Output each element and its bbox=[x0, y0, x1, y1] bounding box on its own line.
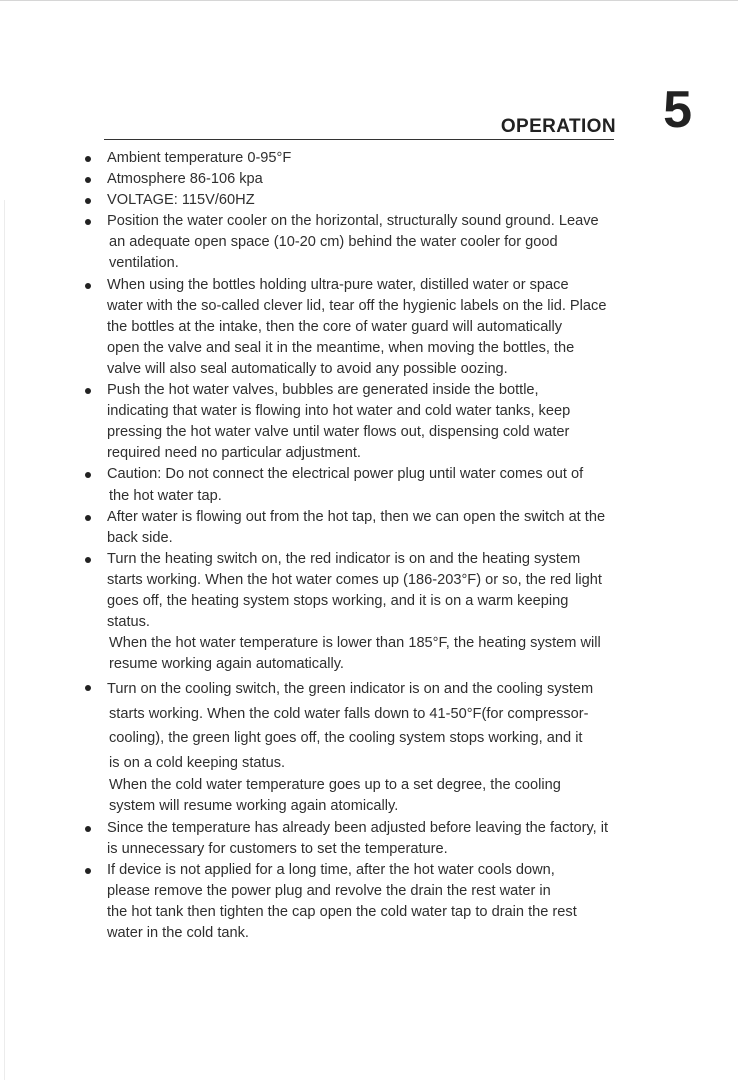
item-line: Turn the heating switch on, the red indicator is on and the heating system bbox=[107, 550, 581, 567]
item-line: Caution: Do not connect the electrical power plug until water comes out of bbox=[107, 466, 584, 483]
list-item bbox=[82, 549, 694, 633]
instruction-list bbox=[82, 148, 694, 944]
item-line: Ambient temperature 0-95°F bbox=[107, 150, 292, 166]
item-line: After water is flowing out from the hot tap, then we can open the switch at the bbox=[107, 508, 606, 525]
item-note bbox=[82, 775, 694, 817]
note-line: When the hot water temperature is lower than 185°F, the heating system will bbox=[109, 635, 601, 652]
item-line: cooling), the green light goes off, the cooling system stops working, and it bbox=[109, 730, 583, 747]
item-line: status. bbox=[107, 614, 150, 631]
item-line: Push the hot water valves, bubbles are generated inside the bottle, bbox=[107, 382, 539, 399]
left-edge-shadow bbox=[4, 200, 5, 1080]
item-line: Turn on the cooling switch, the green indicator is on and the cooling system bbox=[107, 681, 594, 698]
header-underline bbox=[104, 139, 614, 141]
item-line: If device is not applied for a long time, after the hot water cools down, bbox=[107, 861, 555, 878]
item-line: back side. bbox=[107, 529, 173, 546]
item-line: is unnecessary for customers to set the temperature. bbox=[107, 840, 448, 857]
note-line: system will resume working again atomically. bbox=[109, 798, 399, 815]
item-line: water in the cold tank. bbox=[107, 925, 249, 941]
section-title: OPERATION bbox=[500, 116, 616, 137]
list-item bbox=[82, 677, 694, 775]
item-line: please remove the power plug and revolve the drain the rest water in bbox=[107, 882, 551, 899]
item-line: the bottles at the intake, then the core of water guard will automatically bbox=[107, 318, 563, 335]
item-line: open the valve and seal it in the meantime, when moving the bottles, the bbox=[107, 339, 575, 356]
item-line: VOLTAGE: 115V/60HZ bbox=[107, 192, 255, 209]
item-line: the hot water tap. bbox=[109, 487, 222, 504]
item-line: is on a cold keeping status. bbox=[109, 754, 286, 771]
item-line: When using the bottles holding ultra-pure water, distilled water or space bbox=[107, 276, 569, 293]
list-item bbox=[82, 169, 694, 190]
item-line: ventilation. bbox=[109, 255, 179, 272]
list-item bbox=[82, 507, 694, 549]
item-line: an adequate open space (10-20 cm) behind the water cooler for good bbox=[109, 234, 558, 251]
item-line: goes off, the heating system stops working, and it is on a warm keeping bbox=[107, 592, 569, 609]
list-item bbox=[82, 380, 694, 464]
item-line: required need no particular adjustment. bbox=[107, 445, 361, 462]
item-line: Since the temperature has already been adjusted before leaving the factory, it bbox=[107, 819, 609, 836]
item-line: Position the water cooler on the horizontal, structurally sound ground. Leave bbox=[107, 213, 599, 230]
note-line: When the cold water temperature goes up to a set degree, the cooling bbox=[109, 777, 561, 794]
item-line: valve will also seal automatically to avoid any possible oozing. bbox=[107, 360, 508, 377]
list-item bbox=[82, 275, 694, 380]
item-line: the hot tank then tighten the cap open the cold water tap to drain the rest bbox=[107, 903, 577, 920]
item-line: water with the so-called clever lid, tear off the hygienic labels on the lid. Place bbox=[107, 297, 607, 314]
list-item bbox=[82, 860, 694, 944]
list-item bbox=[82, 464, 694, 506]
list-item bbox=[82, 148, 694, 169]
note-line: resume working again automatically. bbox=[109, 656, 344, 673]
list-item bbox=[82, 190, 694, 211]
page-number: 5 bbox=[663, 81, 692, 139]
item-note bbox=[82, 633, 694, 675]
list-item bbox=[82, 818, 694, 860]
item-line: starts working. When the hot water comes up (186-203°F) or so, the red light bbox=[107, 571, 602, 588]
list-item bbox=[82, 211, 694, 274]
top-edge-rule bbox=[0, 0, 738, 1]
item-line: indicating that water is flowing into hot water and cold water tanks, keep bbox=[107, 403, 571, 420]
item-line: starts working. When the cold water falls down to 41-50°F(for compressor- bbox=[109, 705, 589, 722]
section-header bbox=[104, 81, 692, 140]
item-line: pressing the hot water valve until water flows out, dispensing cold water bbox=[107, 424, 570, 441]
item-line: Atmosphere 86-106 kpa bbox=[107, 171, 263, 188]
